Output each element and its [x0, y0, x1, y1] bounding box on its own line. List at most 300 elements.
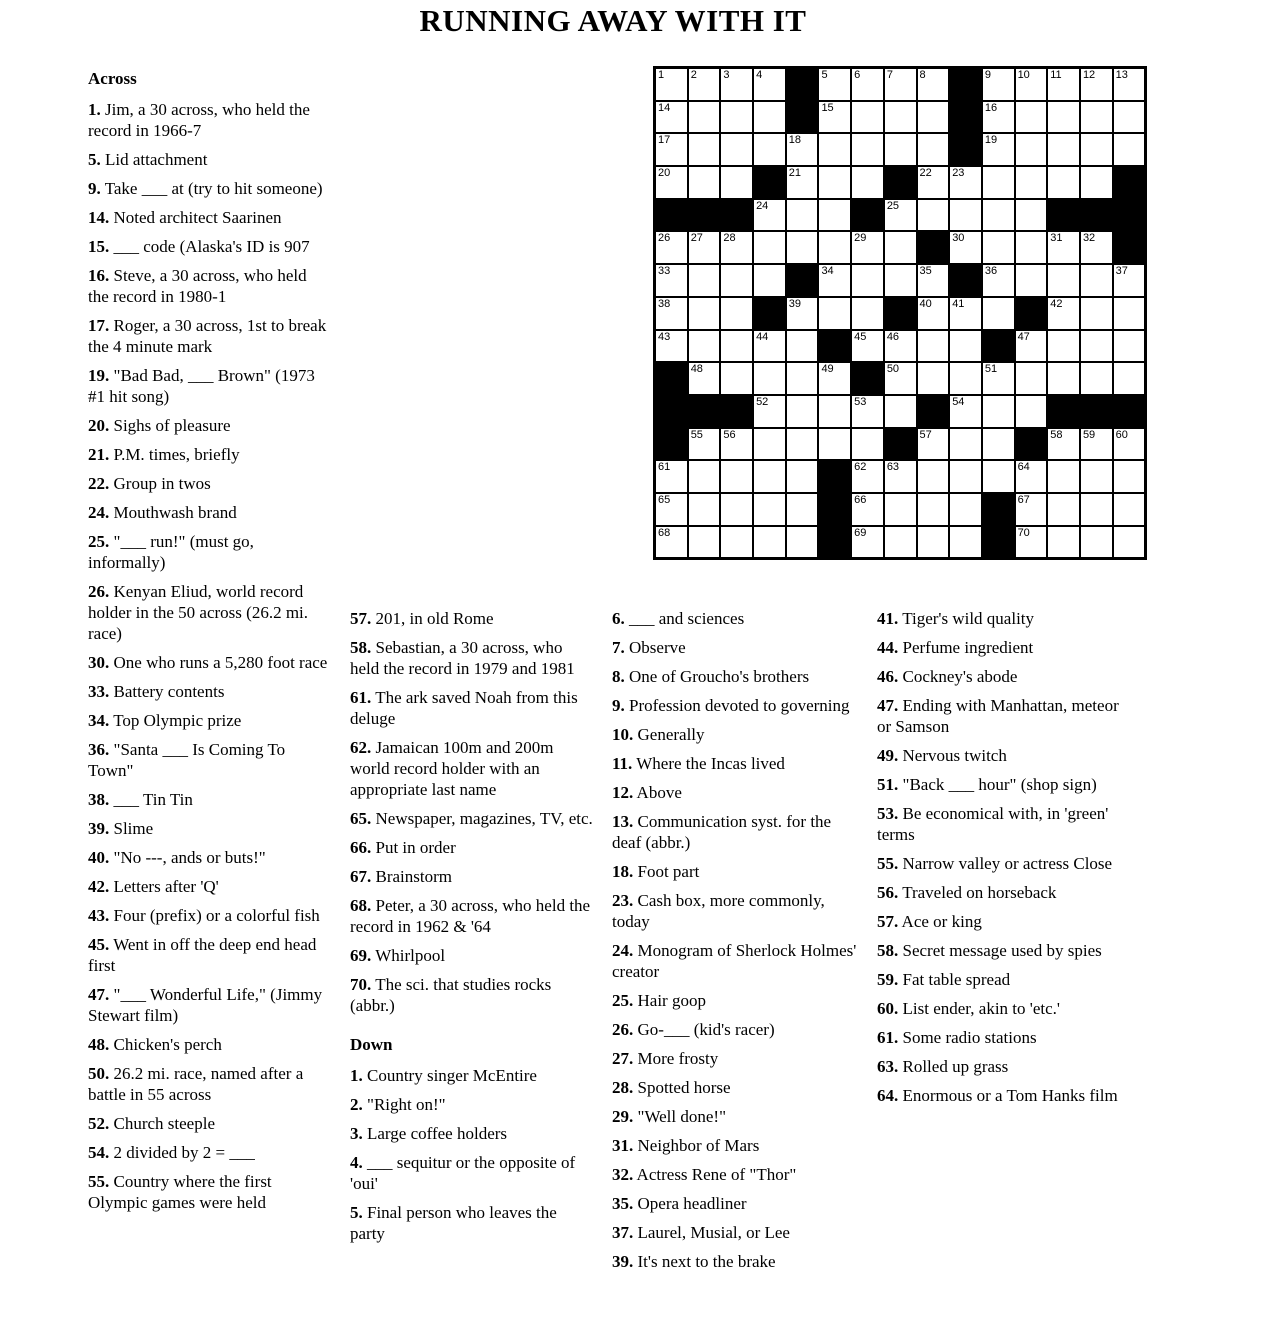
clue-down-32: 32. Actress Rene of "Thor"	[612, 1165, 797, 1184]
grid-cell-white	[884, 395, 917, 428]
clue-across-22: 22. Group in twos	[88, 474, 211, 493]
down-clues-part3	[877, 608, 1120, 1106]
grid-cell-white	[851, 428, 884, 461]
grid-cell-white	[753, 460, 786, 493]
clue-across-54: 54. 2 divided by 2 = ___	[88, 1143, 255, 1162]
grid-cell-white	[786, 428, 819, 461]
grid-cell-white	[1113, 68, 1146, 101]
clue-down-18: 18. Foot part	[612, 862, 700, 881]
cell-number: 53	[854, 395, 867, 408]
grid-cell-white	[917, 428, 950, 461]
clue-down-11: 11. Where the Incas lived	[612, 754, 785, 773]
grid-cell-white	[786, 330, 819, 363]
grid-cell-white	[1113, 460, 1146, 493]
grid-cell-white	[720, 526, 753, 559]
clue-across-62: 62. Jamaican 100m and 200m world record holder with an appropriate last name	[350, 738, 554, 799]
cell-number: 23	[952, 167, 965, 180]
clue-number: 57.	[350, 609, 372, 628]
grid-cell-white	[917, 526, 950, 559]
grid-cell-white	[949, 199, 982, 232]
cell-number: 21	[788, 167, 801, 180]
cell-number: 9	[984, 69, 991, 81]
grid-cell-black	[720, 199, 753, 232]
grid-cell-black	[786, 101, 819, 134]
clue-across-61: 61. The ark saved Noah from this deluge	[350, 688, 578, 728]
clue-number: 41.	[877, 609, 899, 628]
grid-cell-black	[949, 133, 982, 166]
clue-down-41: 41. Tiger's wild quality	[877, 609, 1035, 628]
grid-cell-white	[688, 101, 721, 134]
grid-cell-white	[917, 330, 950, 363]
grid-cell-white	[720, 264, 753, 297]
clue-down-49: 49. Nervous twitch	[877, 746, 1007, 765]
grid-cell-black	[655, 199, 688, 232]
clue-across-67: 67. Brainstorm	[350, 867, 452, 886]
cell-number: 51	[984, 363, 998, 376]
clue-column-3	[612, 608, 864, 1280]
grid-cell-white	[720, 460, 753, 493]
grid-cell-white	[1047, 231, 1080, 264]
grid-cell-black	[655, 362, 688, 395]
clue-number: 66.	[350, 838, 372, 857]
grid-cell-white	[1015, 330, 1048, 363]
clue-down-26: 26. Go-___ (kid's racer)	[612, 1020, 775, 1039]
clue-number: 55.	[88, 1172, 110, 1191]
grid-cell-white	[1015, 395, 1048, 428]
clue-down-55: 55. Narrow valley or actress Close	[877, 854, 1113, 873]
grid-cell-white	[688, 330, 721, 363]
grid-cell-black	[1113, 199, 1146, 232]
cell-number: 66	[854, 493, 867, 506]
grid-cell-white	[1047, 68, 1080, 101]
grid-cell-white	[1113, 526, 1146, 559]
grid-cell-white	[884, 101, 917, 134]
cell-number: 30	[952, 232, 965, 245]
grid-cell-white	[1047, 133, 1080, 166]
clue-number: 37.	[612, 1223, 634, 1242]
grid-cell-black	[1015, 297, 1048, 330]
grid-cell-white	[1113, 493, 1146, 526]
cell-number: 33	[658, 265, 671, 278]
clue-across-65: 65. Newspaper, magazines, TV, etc.	[350, 809, 593, 828]
grid-cell-black	[786, 68, 819, 101]
grid-cell-white	[720, 330, 753, 363]
grid-cell-white	[1047, 526, 1080, 559]
clue-across-36: 36. "Santa ___ Is Coming To Town"	[88, 740, 286, 780]
clue-number: 42.	[88, 877, 110, 896]
grid-cell-white	[1015, 493, 1048, 526]
grid-cell-white	[1015, 199, 1048, 232]
clue-across-25: 25. "___ run!" (must go, informally)	[88, 532, 254, 572]
grid-cell-white	[818, 133, 851, 166]
clue-number: 70.	[350, 975, 372, 994]
grid-cell-white	[720, 297, 753, 330]
grid-cell-white	[818, 231, 851, 264]
grid-cell-white	[884, 362, 917, 395]
grid-cell-white	[1015, 526, 1048, 559]
cell-number: 65	[658, 493, 671, 506]
clue-number: 33.	[88, 682, 110, 701]
grid-cell-white	[982, 264, 1015, 297]
grid-cell-white	[655, 460, 688, 493]
cell-number: 19	[984, 134, 998, 147]
cell-number: 45	[854, 330, 867, 343]
cell-number: 40	[919, 297, 932, 310]
cell-number: 42	[1050, 297, 1063, 310]
cell-number: 67	[1017, 493, 1030, 506]
grid-cell-black	[818, 493, 851, 526]
clue-down-8: 8. One of Groucho's brothers	[612, 667, 810, 686]
grid-cell-white	[884, 68, 917, 101]
clue-number: 2.	[350, 1095, 363, 1114]
cell-number: 29	[854, 232, 867, 245]
grid-cell-white	[1080, 264, 1113, 297]
grid-cell-black	[982, 330, 1015, 363]
clue-across-69: 69. Whirlpool	[350, 946, 446, 965]
clue-number: 34.	[88, 711, 110, 730]
clue-down-2: 2. "Right on!"	[350, 1095, 446, 1114]
across-header: Across	[88, 69, 137, 88]
clue-number: 58.	[877, 941, 899, 960]
grid-cell-white	[851, 101, 884, 134]
grid-cell-white	[851, 231, 884, 264]
clue-across-52: 52. Church steeple	[88, 1114, 215, 1133]
clue-number: 29.	[612, 1107, 634, 1126]
clue-number: 17.	[88, 316, 110, 335]
clue-across-70: 70. The sci. that studies rocks (abbr.)	[350, 975, 552, 1015]
grid-cell-black	[688, 395, 721, 428]
clue-number: 40.	[88, 848, 110, 867]
grid-cell-white	[1080, 231, 1113, 264]
grid-cell-white	[688, 428, 721, 461]
cell-number: 13	[1115, 69, 1128, 81]
cell-number: 36	[984, 265, 998, 278]
clue-number: 30.	[88, 653, 110, 672]
crossword-grid	[653, 66, 1147, 560]
grid-cell-white	[753, 231, 786, 264]
grid-cell-white	[1080, 362, 1113, 395]
grid-cell-white	[851, 526, 884, 559]
clue-number: 14.	[88, 208, 110, 227]
grid-cell-white	[982, 166, 1015, 199]
clue-across-68: 68. Peter, a 30 across, who held the record in 1962 & '64	[350, 896, 591, 936]
cell-number: 60	[1115, 428, 1128, 441]
clue-down-57: 57. Ace or king	[877, 912, 982, 931]
grid-cell-white	[655, 68, 688, 101]
grid-cell-black	[688, 199, 721, 232]
grid-cell-white	[851, 493, 884, 526]
cell-number: 27	[690, 232, 703, 245]
clue-number: 11.	[612, 754, 633, 773]
grid-cell-white	[753, 428, 786, 461]
clue-number: 3.	[350, 1124, 363, 1143]
grid-cell-white	[949, 395, 982, 428]
grid-cell-white	[982, 231, 1015, 264]
cell-number: 1	[658, 69, 665, 81]
grid-cell-white	[917, 68, 950, 101]
clue-across-42: 42. Letters after 'Q'	[88, 877, 219, 896]
clue-down-37: 37. Laurel, Musial, or Lee	[612, 1223, 790, 1242]
clue-number: 8.	[612, 667, 625, 686]
grid-cell-white	[655, 493, 688, 526]
grid-cell-white	[1113, 101, 1146, 134]
clue-number: 44.	[877, 638, 899, 657]
grid-cell-black	[982, 493, 1015, 526]
clue-down-60: 60. List ender, akin to 'etc.'	[877, 999, 1060, 1018]
grid-cell-white	[753, 101, 786, 134]
grid-cell-white	[884, 330, 917, 363]
clue-down-47: 47. Ending with Manhattan, meteor or Samson	[877, 696, 1119, 736]
cell-number: 41	[952, 297, 965, 310]
grid-cell-white	[720, 428, 753, 461]
clue-number: 68.	[350, 896, 372, 915]
clue-down-13: 13. Communication syst. for the deaf (abbr.)	[612, 812, 832, 852]
clue-number: 39.	[88, 819, 110, 838]
grid-cell-white	[949, 362, 982, 395]
cell-number: 43	[658, 330, 671, 343]
grid-cell-white	[1113, 428, 1146, 461]
clue-number: 48.	[88, 1035, 110, 1054]
clue-down-31: 31. Neighbor of Mars	[612, 1136, 760, 1155]
clue-number: 31.	[612, 1136, 634, 1155]
grid-cell-white	[917, 166, 950, 199]
grid-cell-white	[720, 362, 753, 395]
cell-number: 39	[788, 297, 801, 310]
grid-cell-white	[753, 362, 786, 395]
clue-down-4: 4. ___ sequitur or the opposite of 'oui'	[350, 1153, 576, 1193]
grid-cell-white	[949, 231, 982, 264]
cell-number: 16	[984, 101, 998, 114]
grid-cell-white	[720, 133, 753, 166]
clue-number: 49.	[877, 746, 899, 765]
grid-cell-white	[720, 68, 753, 101]
cell-number: 7	[886, 69, 893, 81]
grid-cell-white	[688, 264, 721, 297]
clue-down-44: 44. Perfume ingredient	[877, 638, 1034, 657]
grid-cell-white	[818, 428, 851, 461]
grid-cell-black	[917, 395, 950, 428]
cell-number: 35	[919, 265, 932, 278]
clue-number: 46.	[877, 667, 899, 686]
cell-number: 8	[919, 69, 926, 81]
cell-number: 58	[1050, 428, 1063, 441]
grid-cell-black	[753, 297, 786, 330]
grid-cell-white	[1047, 330, 1080, 363]
cell-number: 22	[919, 167, 932, 180]
grid-cell-black	[753, 166, 786, 199]
grid-cell-white	[1080, 493, 1113, 526]
clue-number: 47.	[88, 985, 110, 1004]
clue-down-64: 64. Enormous or a Tom Hanks film	[877, 1086, 1118, 1105]
grid-cell-white	[1047, 362, 1080, 395]
grid-cell-white	[786, 297, 819, 330]
grid-cell-black	[818, 330, 851, 363]
grid-cell-white	[1047, 101, 1080, 134]
grid-cell-white	[982, 133, 1015, 166]
clue-down-6: 6. ___ and sciences	[612, 609, 745, 628]
clue-across-43: 43. Four (prefix) or a colorful fish	[88, 906, 320, 925]
grid-cell-white	[753, 330, 786, 363]
clue-column-2	[350, 608, 593, 1252]
down-clues-part1	[350, 1065, 593, 1244]
grid-cell-white	[818, 199, 851, 232]
grid-cell-white	[1047, 264, 1080, 297]
clue-number: 54.	[88, 1143, 110, 1162]
clue-down-61: 61. Some radio stations	[877, 1028, 1037, 1047]
cell-number: 37	[1115, 265, 1128, 278]
clue-down-59: 59. Fat table spread	[877, 970, 1011, 989]
grid-cell-white	[1015, 231, 1048, 264]
grid-cell-white	[818, 362, 851, 395]
grid-cell-white	[818, 395, 851, 428]
clue-number: 43.	[88, 906, 110, 925]
cell-number: 2	[690, 69, 697, 81]
clue-down-3: 3. Large coffee holders	[350, 1124, 508, 1143]
grid-cell-white	[982, 199, 1015, 232]
grid-cell-white	[1015, 460, 1048, 493]
cell-number: 25	[886, 199, 900, 212]
clue-number: 69.	[350, 946, 372, 965]
cell-number: 63	[886, 461, 900, 474]
clue-number: 1.	[350, 1066, 363, 1085]
grid-cell-white	[982, 101, 1015, 134]
down-header: Down	[350, 1035, 393, 1054]
clue-number: 9.	[612, 696, 625, 715]
grid-cell-white	[1113, 297, 1146, 330]
grid-cell-white	[688, 362, 721, 395]
cell-number: 38	[658, 297, 671, 310]
across-clues-part2	[350, 608, 593, 1016]
grid-cell-white	[884, 460, 917, 493]
cell-number: 70	[1017, 526, 1030, 539]
clue-down-23: 23. Cash box, more commonly, today	[612, 891, 825, 931]
grid-cell-black	[818, 460, 851, 493]
cell-number: 62	[854, 461, 867, 474]
down-clues-part2	[612, 608, 864, 1272]
grid-cell-white	[917, 264, 950, 297]
clue-across-58: 58. Sebastian, a 30 across, who held the record in 1979 and 1981	[350, 638, 575, 678]
clue-number: 56.	[877, 883, 899, 902]
grid-cell-white	[753, 493, 786, 526]
grid-cell-white	[818, 297, 851, 330]
clue-across-47: 47. "___ Wonderful Life," (Jimmy Stewart film)	[88, 985, 323, 1025]
grid-cell-black	[949, 101, 982, 134]
grid-cell-white	[786, 133, 819, 166]
clue-number: 61.	[877, 1028, 899, 1047]
clue-number: 28.	[612, 1078, 634, 1097]
grid-cell-white	[851, 68, 884, 101]
cell-number: 5	[821, 69, 828, 81]
clue-number: 45.	[88, 935, 110, 954]
clue-number: 64.	[877, 1086, 899, 1105]
clue-across-40: 40. "No ---, ands or buts!"	[88, 848, 266, 867]
clue-across-20: 20. Sighs of pleasure	[88, 416, 231, 435]
grid-cell-white	[720, 166, 753, 199]
clue-down-9: 9. Profession devoted to governing	[612, 696, 850, 715]
grid-cell-black	[884, 428, 917, 461]
grid-cell-white	[1080, 526, 1113, 559]
grid-cell-white	[1015, 362, 1048, 395]
clue-down-39: 39. It's next to the brake	[612, 1252, 776, 1271]
grid-cell-white	[786, 493, 819, 526]
clue-across-16: 16. Steve, a 30 across, who held the record in 1980-1	[88, 266, 307, 306]
grid-cell-black	[851, 362, 884, 395]
cell-number: 10	[1017, 69, 1030, 81]
grid-cell-white	[949, 460, 982, 493]
clue-down-5: 5. Final person who leaves the party	[350, 1203, 557, 1243]
grid-cell-white	[851, 330, 884, 363]
grid-cell-white	[786, 166, 819, 199]
grid-cell-black	[1113, 166, 1146, 199]
clue-number: 24.	[88, 503, 110, 522]
clue-down-35: 35. Opera headliner	[612, 1194, 747, 1213]
clue-number: 9.	[88, 179, 101, 198]
clue-across-50: 50. 26.2 mi. race, named after a battle in 55 across	[88, 1064, 304, 1104]
clue-down-63: 63. Rolled up grass	[877, 1057, 1009, 1076]
grid-cell-white	[786, 362, 819, 395]
clue-across-15: 15. ___ code (Alaska's ID is 907	[88, 237, 310, 256]
grid-cell-white	[1047, 460, 1080, 493]
clue-down-10: 10. Generally	[612, 725, 705, 744]
grid-cell-white	[655, 297, 688, 330]
grid-cell-white	[688, 68, 721, 101]
cell-number: 24	[756, 199, 769, 212]
clue-number: 16.	[88, 266, 110, 285]
grid-cell-white	[982, 428, 1015, 461]
clue-number: 55.	[877, 854, 899, 873]
clue-number: 13.	[612, 812, 634, 831]
clue-across-38: 38. ___ Tin Tin	[88, 790, 193, 809]
cell-number: 52	[756, 395, 769, 408]
cell-number: 28	[723, 232, 736, 245]
grid-cell-white	[1047, 166, 1080, 199]
grid-cell-white	[1047, 493, 1080, 526]
clue-number: 51.	[877, 775, 899, 794]
clue-number: 59.	[877, 970, 899, 989]
clue-across-39: 39. Slime	[88, 819, 154, 838]
grid-cell-white	[818, 101, 851, 134]
cell-number: 26	[658, 232, 671, 245]
clue-across-33: 33. Battery contents	[88, 682, 225, 701]
clue-across-57: 57. 201, in old Rome	[350, 609, 494, 628]
grid-cell-white	[655, 231, 688, 264]
grid-cell-white	[1047, 297, 1080, 330]
grid-cell-white	[917, 133, 950, 166]
clue-down-29: 29. "Well done!"	[612, 1107, 727, 1126]
clue-across-19: 19. "Bad Bad, ___ Brown" (1973 #1 hit song)	[88, 366, 315, 406]
clue-number: 32.	[612, 1165, 634, 1184]
grid-cell-white	[1015, 101, 1048, 134]
clue-down-1: 1. Country singer McEntire	[350, 1066, 537, 1085]
grid-cell-white	[917, 460, 950, 493]
cell-number: 47	[1017, 330, 1030, 343]
clue-number: 39.	[612, 1252, 634, 1271]
clue-number: 6.	[612, 609, 625, 628]
grid-cell-white	[949, 330, 982, 363]
grid-cell-white	[720, 493, 753, 526]
clue-number: 1.	[88, 100, 101, 119]
clue-across-30: 30. One who runs a 5,280 foot race	[88, 653, 328, 672]
grid-cell-white	[949, 526, 982, 559]
grid-cell-white	[917, 199, 950, 232]
grid-cell-white	[753, 395, 786, 428]
grid-cell-black	[1080, 395, 1113, 428]
clue-number: 10.	[612, 725, 634, 744]
grid-cell-white	[720, 231, 753, 264]
grid-cell-black	[982, 526, 1015, 559]
grid-cell-white	[1080, 428, 1113, 461]
grid-cell-white	[1080, 68, 1113, 101]
